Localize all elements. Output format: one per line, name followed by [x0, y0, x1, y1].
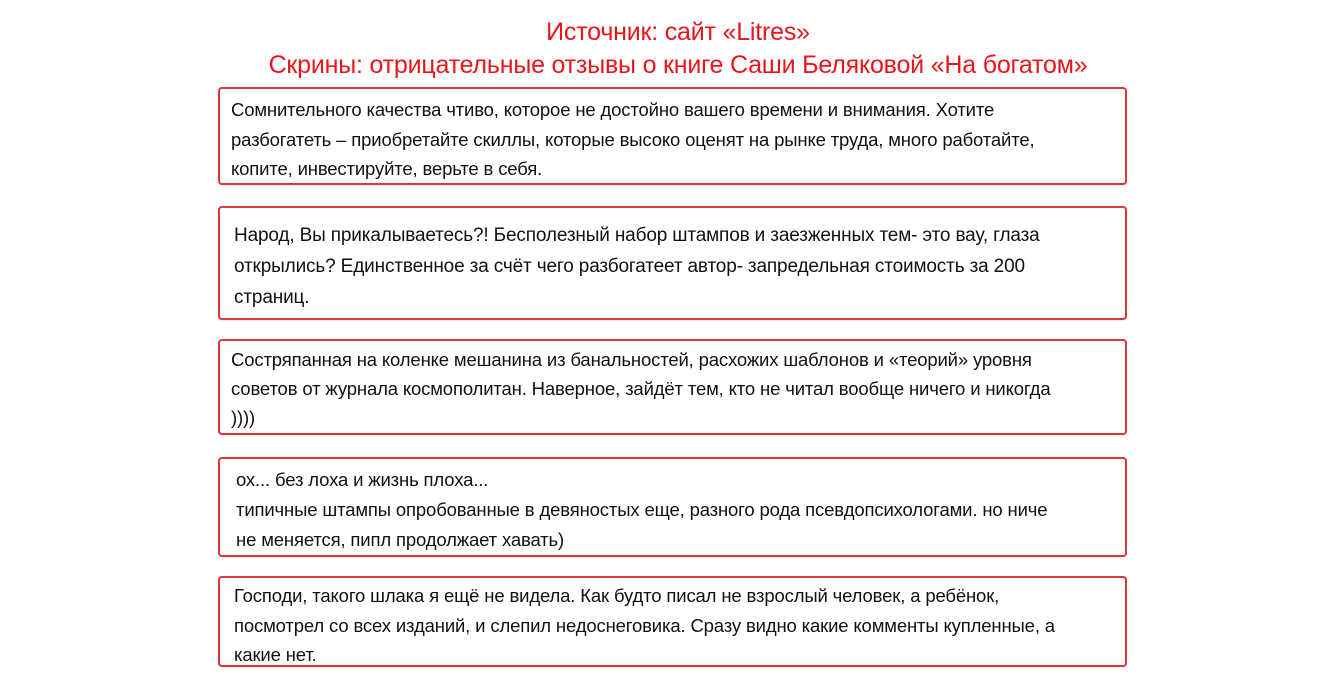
- review-line: типичные штампы опробованные в девяностых еще, разного рода псевдопсихологами. но ниче: [236, 499, 1048, 520]
- review-line: какие нет.: [234, 644, 317, 665]
- review-line: открылись? Единственное за счёт чего разбогатеет автор- запредельная стоимость за 200: [234, 256, 1025, 277]
- screens-subtitle: Скрины: отрицательные отзывы о книге Саши Беляковой «На богатом»: [268, 51, 1088, 79]
- review-line: Народ, Вы прикалываетесь?! Бесполезный набор штампов и заезженных тем- это вау, глаза: [234, 225, 1040, 246]
- review-card-2: [218, 206, 1127, 320]
- review-line: Господи, такого шлака я ещё не видела. Как будто писал не взрослый человек, а ребёнок,: [234, 585, 1000, 606]
- review-line: разбогатеть – приобретайте скиллы, которые высоко оценят на рынке труда, много работайте,: [231, 128, 1035, 150]
- review-line: копите, инвестируйте, верьте в себя.: [231, 158, 543, 179]
- review-line: Сомнительного качества чтиво, которое не достойно вашего времени и внимания. Хотите: [231, 99, 995, 120]
- page-header: [0, 16, 1326, 82]
- review-card-4: [218, 457, 1127, 557]
- review-card-3: [218, 339, 1127, 435]
- review-line: )))): [231, 407, 256, 428]
- review-line: не меняется, пипл продолжает хавать): [236, 529, 564, 550]
- review-line: страниц.: [234, 287, 310, 308]
- review-line: ох... без лоха и жизнь плоха...: [236, 469, 489, 490]
- review-line: Состряпанная на коленке мешанина из банальностей, расхожих шаблонов и «теорий» уровня: [231, 349, 1032, 370]
- review-card-5: [218, 576, 1127, 667]
- review-card-1: [218, 87, 1127, 185]
- review-line: посмотрел со всех изданий, и слепил недоснеговика. Сразу видно какие комменты купленные, а: [234, 614, 1055, 636]
- source-title: Источник: сайт «Litres»: [546, 18, 810, 46]
- review-line: советов от журнала космополитан. Наверное, зайдёт тем, кто не читал вообще ничего и никогда: [231, 378, 1051, 399]
